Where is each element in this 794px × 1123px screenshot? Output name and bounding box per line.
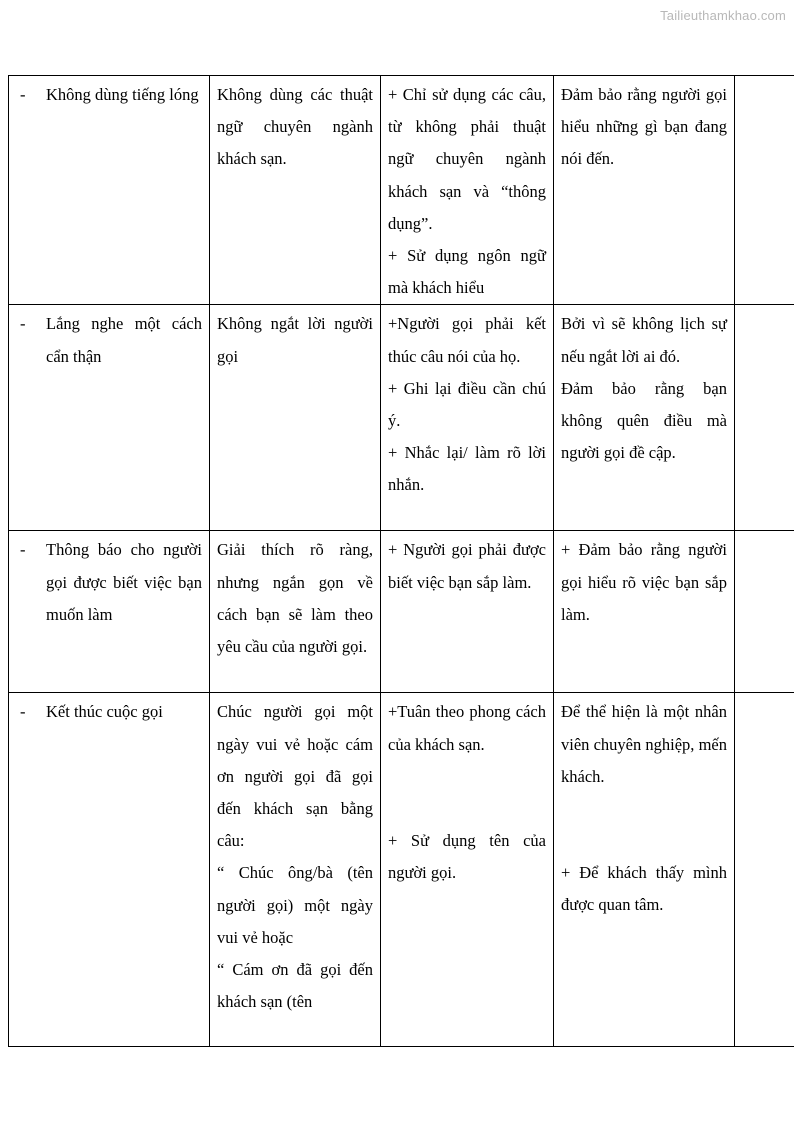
action-cell xyxy=(210,531,381,693)
action-text: Chúc người gọi một ngày vui vẻ hoặc cám ơn người gọi đã gọi đến khách sạn bằng câu: xyxy=(217,702,373,851)
spacer xyxy=(388,761,546,825)
how-text: + Chỉ sử dụng các câu, từ không phải thuật ngữ chuyên ngành khách sạn và “thông dụng”. xyxy=(388,85,546,233)
why-cell xyxy=(554,76,735,305)
spacer xyxy=(561,793,727,857)
why-text: Để thể hiện là một nhân viên chuyên nghiệp, mến khách. xyxy=(561,702,727,786)
why-text: + Để khách thấy mình được quan tâm. xyxy=(561,863,727,915)
action-text: “ Chúc ông/bà (tên người gọi) một ngày vui vẻ hoặc xyxy=(217,863,373,947)
step-cell xyxy=(9,693,210,1047)
extra-cell xyxy=(735,531,794,693)
how-text: +Tuân theo phong cách của khách sạn. xyxy=(388,702,546,754)
why-text: Bởi vì sẽ không lịch sự nếu ngắt lời ai đó. xyxy=(561,314,727,366)
extra-cell xyxy=(735,305,794,531)
how-text: + Sử dụng ngôn ngữ mà khách hiểu xyxy=(388,246,546,298)
bullet: - xyxy=(20,702,26,722)
step-cell xyxy=(9,76,210,305)
action-cell xyxy=(210,305,381,531)
table-row xyxy=(9,76,794,305)
why-cell xyxy=(554,531,735,693)
bullet: - xyxy=(20,314,26,334)
table-row xyxy=(9,531,794,693)
step-text: Thông báo cho người gọi được biết việc bạn muốn làm xyxy=(46,540,202,624)
how-cell xyxy=(381,76,554,305)
action-cell xyxy=(210,693,381,1047)
bullet: - xyxy=(20,85,26,104)
bullet: - xyxy=(20,540,26,560)
table-row xyxy=(9,693,794,1047)
extra-cell xyxy=(735,693,794,1047)
why-text: Đảm bảo rằng người gọi hiểu những gì bạn đang nói đến. xyxy=(561,85,727,169)
why-text: + Đảm bảo rằng người gọi hiểu rõ việc bạn sắp làm. xyxy=(561,540,727,624)
how-cell xyxy=(381,531,554,693)
action-text: Giải thích rõ ràng, nhưng ngắn gọn về cách bạn sẽ làm theo yêu cầu của người gọi. xyxy=(217,540,373,657)
step-text: Kết thúc cuộc gọi xyxy=(46,702,163,722)
step-cell xyxy=(9,531,210,693)
why-cell xyxy=(554,305,735,531)
how-text: + Người gọi phải được biết việc bạn sắp làm. xyxy=(388,540,546,592)
step-text: Lắng nghe một cách cẩn thận xyxy=(46,314,202,366)
why-cell xyxy=(554,693,735,1047)
action-text: “ Cám ơn đã gọi đến khách sạn (tên xyxy=(217,960,373,1012)
how-text: + Nhắc lại/ làm rõ lời nhắn. xyxy=(388,443,546,495)
procedure-table xyxy=(8,75,794,1047)
how-text: +Người gọi phải kết thúc câu nói của họ. xyxy=(388,314,546,366)
how-cell xyxy=(381,693,554,1047)
extra-cell xyxy=(735,76,794,305)
action-cell xyxy=(210,76,381,305)
step-text: Không dùng tiếng lóng xyxy=(46,85,199,104)
action-text: Không dùng các thuật ngữ chuyên ngành khách sạn. xyxy=(217,85,373,169)
how-cell xyxy=(381,305,554,531)
action-text: Không ngắt lời người gọi xyxy=(217,314,373,366)
table-row xyxy=(9,305,794,531)
how-text: + Ghi lại điều cần chú ý. xyxy=(388,378,546,431)
step-cell xyxy=(9,305,210,531)
how-text: + Sử dụng tên của người gọi. xyxy=(388,830,546,883)
watermark: Tailieuthamkhao.com xyxy=(660,8,786,23)
why-text: Đảm bảo rằng bạn không quên điều mà người gọi đề cập. xyxy=(561,378,727,463)
